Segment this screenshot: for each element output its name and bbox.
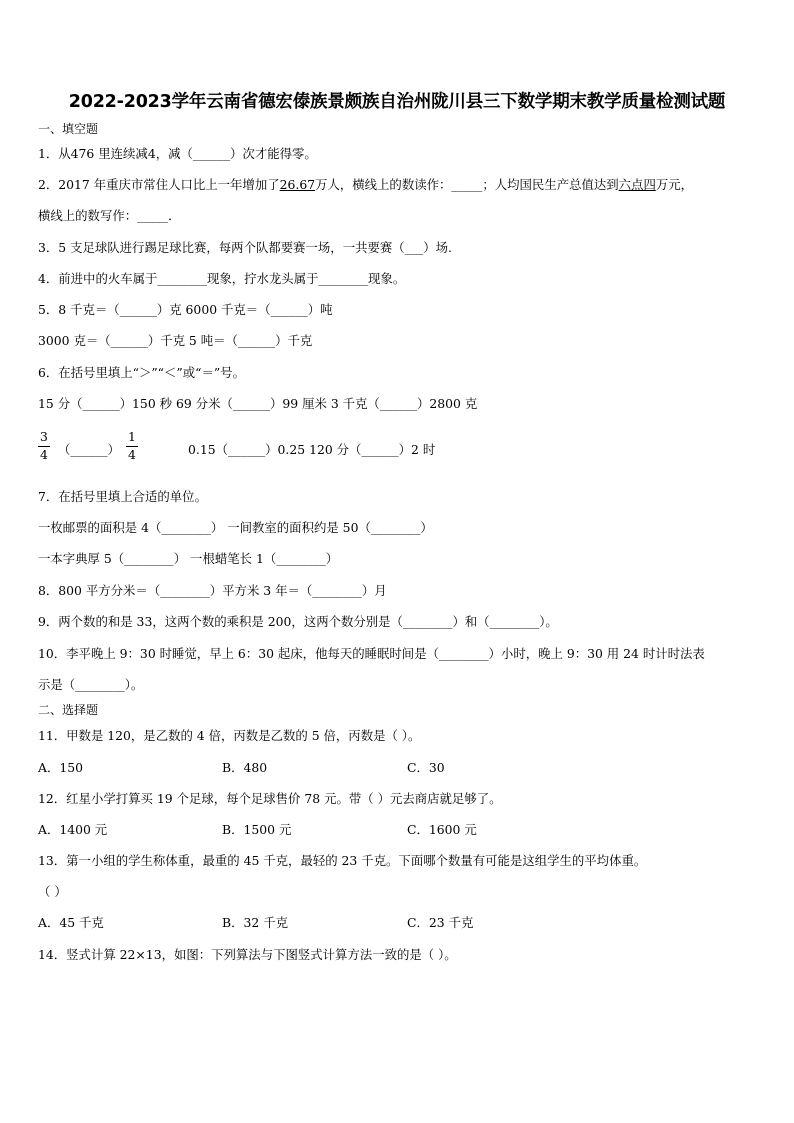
question-8: 8．800 平方分米＝（________）平方米 3 年＝（________）月 — [38, 583, 387, 598]
question-5-line-2: 3000 克＝（______）千克 5 吨＝（______）千克 — [38, 333, 313, 348]
section-heading-fill-blank: 一、填空题 — [38, 122, 99, 136]
question-6-line-2: 0.15（______）0.25 120 分（______）2 时 — [188, 442, 436, 457]
question-11-option-b: B．480 — [222, 760, 268, 775]
question-7-line-1: 一枚邮票的面积是 4（________） 一间教室的面积约是 50（________） — [38, 520, 433, 535]
question-6-compare-blank: （______） — [58, 442, 120, 457]
question-5-line-1: 5．8 千克＝（______）克 6000 千克＝（______）吨 — [38, 302, 333, 317]
question-11-option-c: C．30 — [407, 760, 445, 775]
question-10-line-2: 示是（________）。 — [38, 677, 144, 692]
question-12-option-b: B．1500 元 — [222, 822, 292, 837]
fraction-three-quarters — [38, 430, 50, 462]
question-4: 4．前进中的火车属于________现象，拧水龙头属于________现象。 — [38, 271, 406, 286]
question-3: 3．5 支足球队进行踢足球比赛，每两个队都要赛一场，一共要赛（___）场. — [38, 240, 452, 255]
question-12: 12．红星小学打算买 19 个足球，每个足球售价 78 元。带（ ）元去商店就足够了。 — [38, 791, 502, 806]
question-2-text-a: 2．2017 年重庆市常住人口比上一年增加了 — [38, 177, 280, 192]
question-11: 11．甲数是 120，是乙数的 4 倍，丙数是乙数的 5 倍，丙数是（ ）。 — [38, 728, 421, 743]
question-2-text-c: 万人，横线上的数读作：_____；人均国民生产总值达到 — [315, 177, 619, 192]
question-2-underlined-number: 26.67 — [279, 177, 316, 192]
question-6-line-1: 15 分（______）150 秒 69 分米（______）99 厘米 3 千克（______）2800 克 — [38, 396, 478, 411]
question-7: 7．在括号里填上合适的单位。 — [38, 489, 207, 504]
question-2-line-1 — [38, 177, 693, 193]
question-13-option-b: B．32 千克 — [222, 915, 288, 930]
question-6: 6．在括号里填上“＞”“＜”或“＝”号。 — [38, 365, 245, 380]
question-13-line-1: 13．第一小组的学生称体重，最重的 45 千克，最轻的 23 千克。下面哪个数量有可能是这组学生的平均体重。 — [38, 853, 647, 868]
fraction-denominator: 4 — [40, 447, 48, 462]
section-heading-multiple-choice: 二、选择题 — [38, 703, 99, 717]
question-1: 1．从476 里连续减4，减（______）次才能得零。 — [38, 146, 317, 161]
question-12-option-a: A．1400 元 — [38, 822, 108, 837]
question-13-line-2: （ ） — [38, 884, 67, 899]
question-14: 14．竖式计算 22×13，如图：下列算法与下图竖式计算方法一致的是（ ）。 — [38, 947, 457, 962]
fraction-one-quarter — [126, 430, 138, 462]
question-13-option-a: A．45 千克 — [38, 915, 104, 930]
fraction-denominator: 4 — [128, 447, 136, 462]
fraction-numerator: 1 — [128, 429, 136, 444]
question-2-text-e: 万元， — [655, 177, 694, 192]
question-2-underlined-words: 六点四 — [618, 177, 656, 192]
question-11-option-a: A．150 — [38, 760, 83, 775]
question-13-option-c: C．23 千克 — [407, 915, 474, 930]
exam-title: 2022-2023学年云南省德宏傣族景颇族自治州陇川县三下数学期末教学质量检测试题 — [68, 92, 726, 112]
question-9: 9．两个数的和是 33，这两个数的乘积是 200，这两个数分别是（________）和（________）。 — [38, 614, 558, 629]
question-7-line-2: 一本字典厚 5（________） 一根蜡笔长 1（________） — [38, 551, 339, 566]
question-12-option-c: C．1600 元 — [407, 822, 477, 837]
fraction-numerator: 3 — [40, 429, 48, 444]
question-10-line-1: 10．李平晚上 9：30 时睡觉，早上 6：30 起床，他每天的睡眠时间是（________）小时，晚上 9：30 用 24 时计时法表 — [38, 646, 705, 661]
question-2-line-2: 横线上的数写作：_____． — [38, 208, 181, 223]
